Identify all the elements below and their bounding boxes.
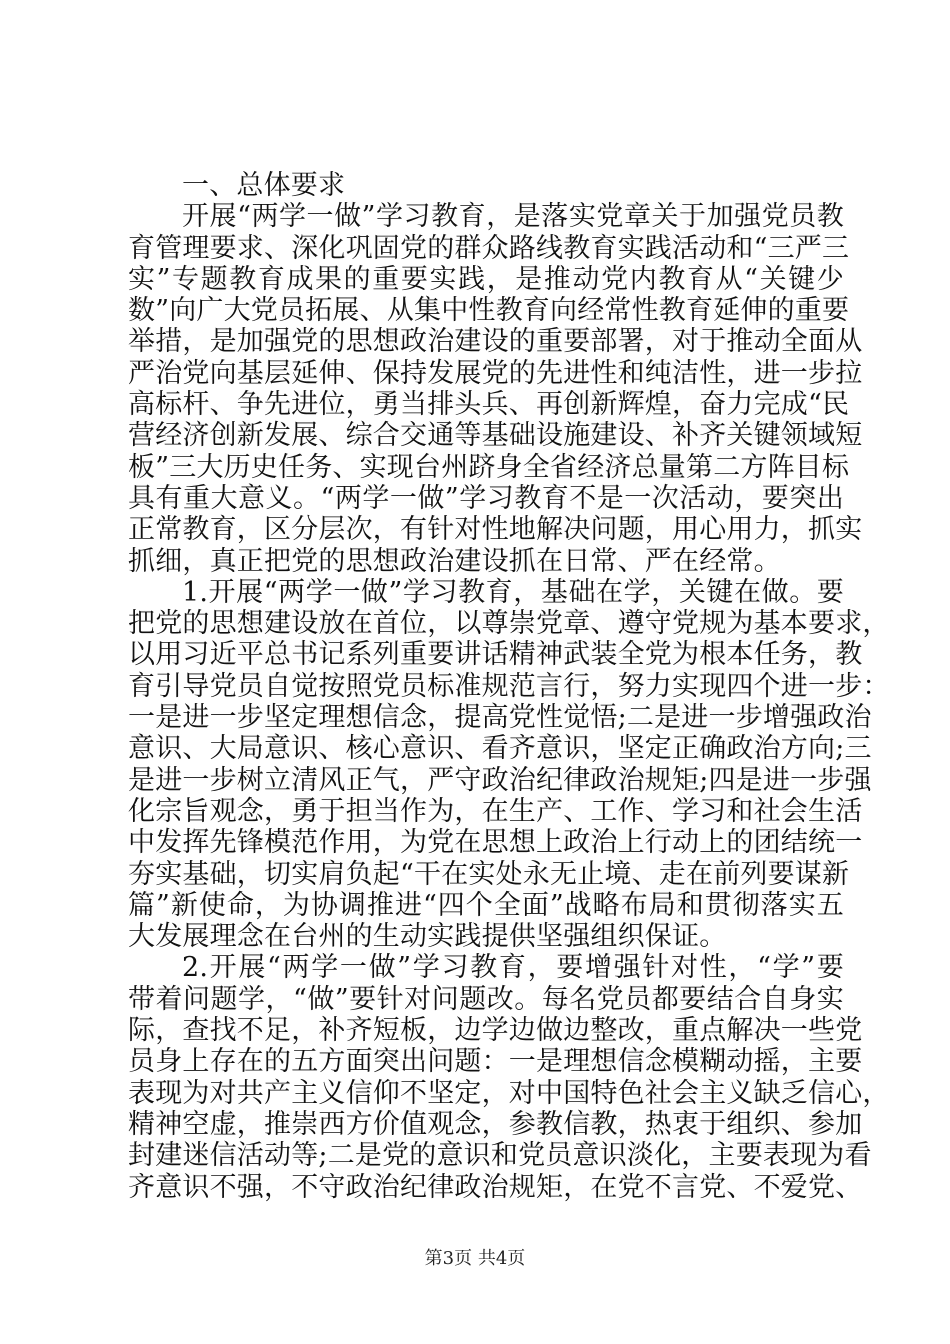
text-line: 际，查找不足，补齐短板，边学边做边整改，重点解决一些党 bbox=[128, 1015, 863, 1047]
text-line: 意识、大局意识、核心意识、看齐意识，坚定正确政治方向;三 bbox=[128, 733, 872, 765]
text-line: 开展“两学一做”学习教育，是落实党章关于加强党员教 bbox=[182, 201, 844, 233]
text-line: 一、总体要求 bbox=[182, 170, 346, 201]
text-line: 是进一步树立清风正气，严守政治纪律政治规矩;四是进一步强 bbox=[128, 764, 872, 796]
document-body bbox=[128, 170, 890, 1203]
text-line: 2.开展“两学一做”学习教育，要增强针对性，“学”要 bbox=[182, 952, 844, 984]
text-line: 带着问题学，“做”要针对问题改。每名党员都要结合自身实 bbox=[128, 983, 844, 1015]
text-line: 一是进一步坚定理想信念，提高党性觉悟;二是进一步增强政治 bbox=[128, 702, 872, 734]
text-line: 篇”新使命，为协调推进“四个全面”战略布局和贯彻落实五 bbox=[128, 889, 844, 921]
text-line: 正常教育，区分层次，有针对性地解决问题，用心用力，抓实 bbox=[128, 514, 863, 546]
text-line: 化宗旨观念，勇于担当作为，在生产、工作、学习和社会生活 bbox=[128, 795, 863, 827]
page-footer: 第3页 共4页 bbox=[424, 1248, 526, 1269]
text-line: 齐意识不强，不守政治纪律政治规矩，在党不言党、不爱党、 bbox=[128, 1171, 863, 1203]
text-line: 以用习近平总书记系列重要讲话精神武装全党为根本任务，教 bbox=[128, 639, 863, 671]
text-line: 抓细，真正把党的思想政治建设抓在日常、严在经常。 bbox=[128, 545, 781, 577]
text-line: 封建迷信活动等;二是党的意识和党员意识淡化，主要表现为看 bbox=[128, 1140, 872, 1172]
text-line: 举措，是加强党的思想政治建设的重要部署，对于推动全面从 bbox=[128, 326, 863, 358]
text-line: 1.开展“两学一做”学习教育，基础在学，关键在做。要 bbox=[182, 576, 844, 608]
text-line: 高标杆、争先进位，勇当排头兵、再创新辉煌，奋力完成“民 bbox=[128, 389, 850, 421]
text-line: 育管理要求、深化巩固党的群众路线教育实践活动和“三严三 bbox=[128, 232, 850, 264]
text-line: 表现为对共产主义信仰不坚定，对中国特色社会主义缺乏信心， bbox=[128, 1077, 890, 1109]
text-line: 板”三大历史任务、实现台州跻身全省经济总量第二方阵目标 bbox=[128, 451, 850, 483]
text-line: 数”向广大党员拓展、从集中性教育向经常性教育延伸的重要 bbox=[128, 295, 850, 327]
text-line: 把党的思想建设放在首位，以尊崇党章、遵守党规为基本要求， bbox=[128, 608, 890, 640]
text-line: 育引导党员自觉按照党员标准规范言行，努力实现四个进一步： bbox=[128, 670, 890, 702]
text-line: 实”专题教育成果的重要实践，是推动党内教育从“关键少 bbox=[128, 263, 844, 295]
text-line: 营经济创新发展、综合交通等基础设施建设、补齐关键领域短 bbox=[128, 420, 863, 452]
text-line: 精神空虚，推崇西方价值观念，参教信教，热衷于组织、参加 bbox=[128, 1108, 863, 1140]
text-line: 中发挥先锋模范作用，为党在思想上政治上行动上的团结统一 bbox=[128, 827, 863, 859]
text-line: 具有重大意义。“两学一做”学习教育不是一次活动，要突出 bbox=[128, 482, 844, 514]
text-line: 夯实基础，切实肩负起“干在实处永无止境、走在前列要谋新 bbox=[128, 858, 850, 890]
text-line: 严治党向基层延伸、保持发展党的先进性和纯洁性，进一步拉 bbox=[128, 357, 863, 389]
text-line: 大发展理念在台州的生动实践提供坚强组织保证。 bbox=[128, 921, 727, 953]
text-line: 员身上存在的五方面突出问题：一是理想信念模糊动摇，主要 bbox=[128, 1046, 863, 1078]
